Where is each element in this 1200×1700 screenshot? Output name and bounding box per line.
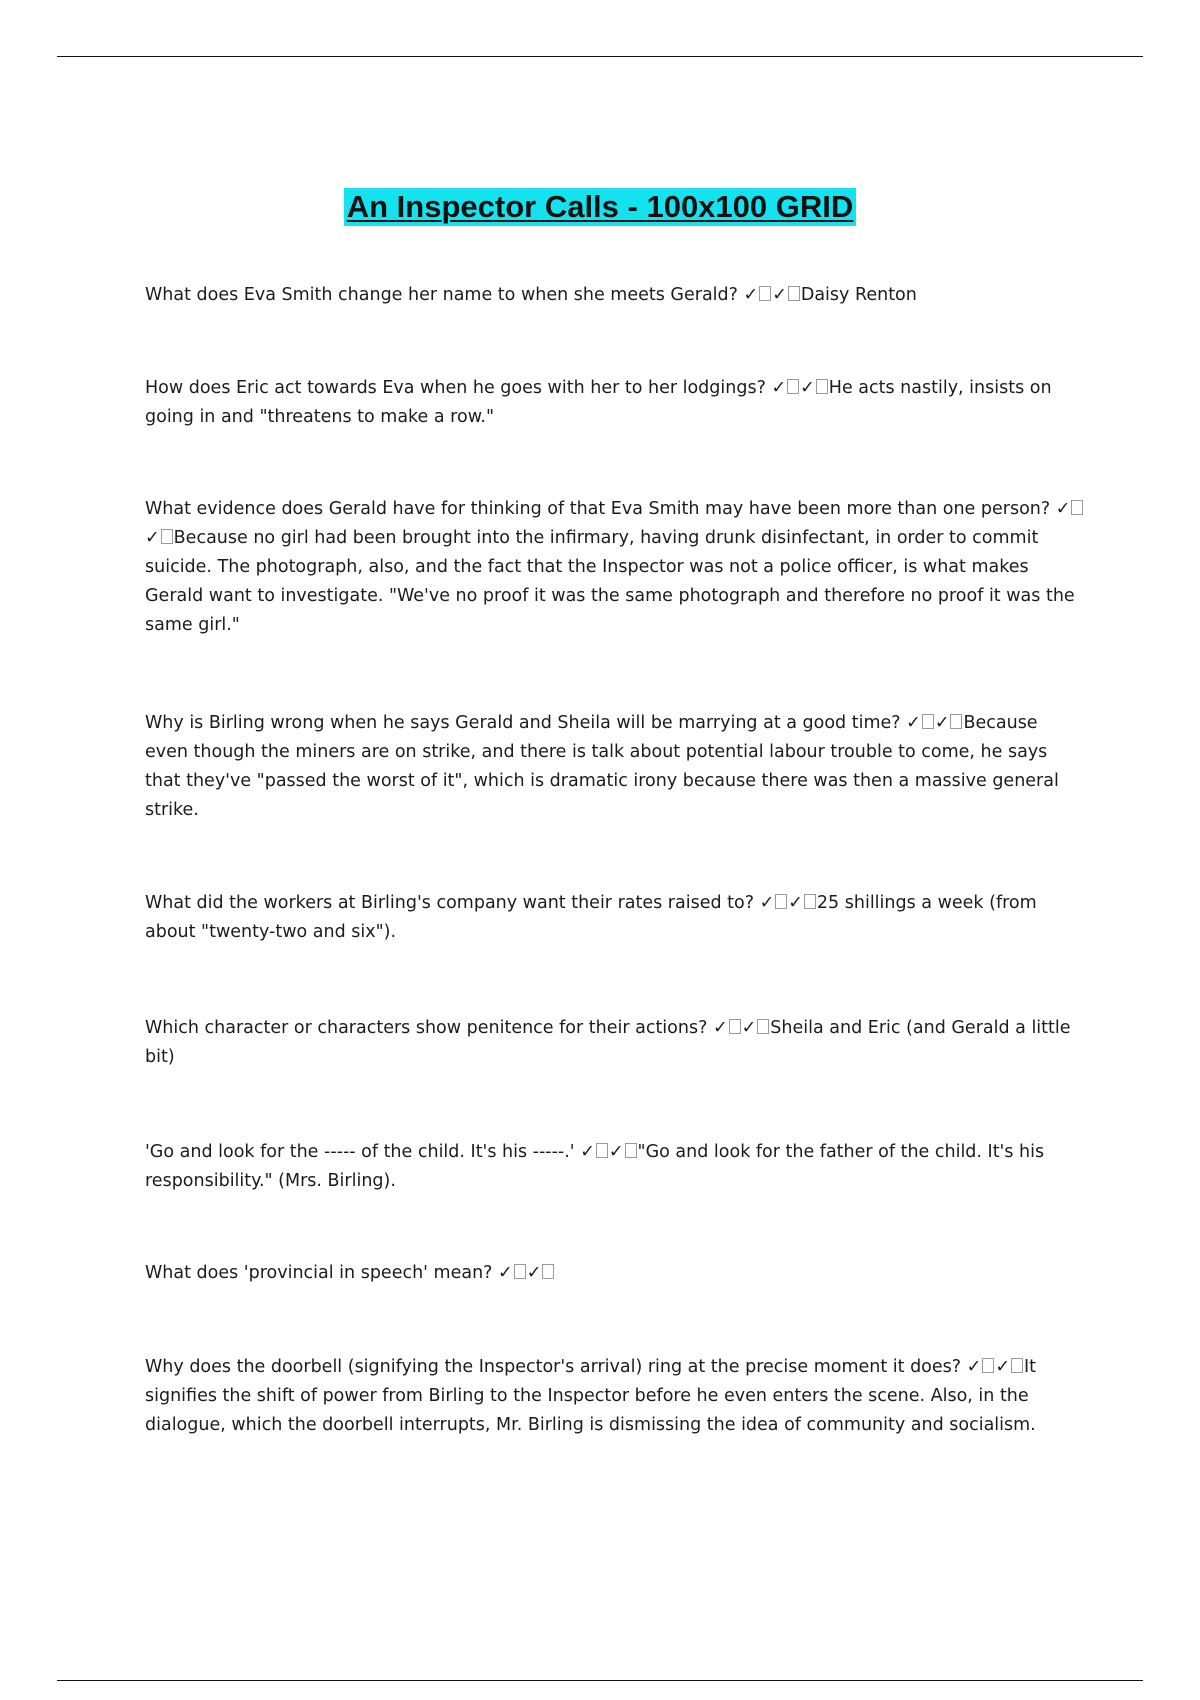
question-5: What did the workers at Birling's company want their rates raised to? <box>145 893 754 913</box>
empty-box-icon <box>542 1264 554 1279</box>
qa-item-1 <box>145 281 1085 310</box>
empty-box-icon <box>757 1019 769 1034</box>
qa-item-8 <box>145 1259 1085 1288</box>
answer-3: Because no girl had been brought into the infirmary, having drunk disinfectant, in order to commit suicide. The photograph, also, and the fact that the Inspector was not a police officer, is what makes Gerald want to investigate. "We've no proof it was the same photograph and therefore no proof it was the same girl." <box>145 528 1075 635</box>
check-mark-icon: ✓ ✓ <box>771 378 828 398</box>
question-3: What evidence does Gerald have for thinking of that Eva Smith may have been more than one person? <box>145 499 1051 519</box>
check-mark-icon: ✓ ✓ <box>967 1357 1024 1377</box>
answer-5: 25 shillings a week (from about "twenty-two and six"). <box>145 893 1037 942</box>
empty-box-icon <box>922 714 934 729</box>
footer-rule <box>57 1680 1143 1681</box>
empty-box-icon <box>759 286 771 301</box>
answer-6: Sheila and Eric (and Gerald a little bit) <box>145 1018 1071 1067</box>
answer-2: He acts nastily, insists on going in and "threatens to make a row." <box>145 378 1052 427</box>
check-mark-icon: ✓ ✓ <box>713 1018 770 1038</box>
check-mark-icon: ✓ ✓ <box>906 713 963 733</box>
question-6: Which character or characters show penitence for their actions? <box>145 1018 708 1038</box>
check-mark-icon: ✓ ✓ <box>580 1142 637 1162</box>
page-title: An Inspector Calls - 100x100 GRID <box>344 188 857 226</box>
empty-box-icon <box>1011 1358 1023 1373</box>
empty-box-icon <box>816 379 828 394</box>
empty-box-icon <box>1071 500 1083 515</box>
answer-7: "Go and look for the father of the child. It's his responsibility." (Mrs. Birling). <box>145 1142 1045 1191</box>
check-mark-icon: ✓ ✓ <box>760 893 817 913</box>
question-7: 'Go and look for the ----- of the child. It's his -----.' <box>145 1142 575 1162</box>
empty-box-icon <box>775 894 787 909</box>
check-mark-icon: ✓✓ <box>145 499 1084 548</box>
qa-item-7 <box>145 1138 1085 1196</box>
empty-box-icon <box>804 894 816 909</box>
qa-item-5 <box>145 889 1085 947</box>
question-4: Why is Birling wrong when he says Gerald and Sheila will be marrying at a good time? <box>145 713 901 733</box>
qa-item-3 <box>145 495 1085 640</box>
qa-item-4 <box>145 709 1085 825</box>
question-2: How does Eric act towards Eva when he goes with her to her lodgings? <box>145 378 766 398</box>
question-1: What does Eva Smith change her name to when she meets Gerald? <box>145 285 738 305</box>
answer-9: It signifies the shift of power from Birling to the Inspector before he even enters the scene. Also, in the dialogue, which the doorbell interrupts, Mr. Birling is dismissing the idea of community and socialism. <box>145 1357 1037 1435</box>
check-mark-icon: ✓ ✓ <box>744 285 801 305</box>
answer-4: Because even though the miners are on strike, and there is talk about potential labour trouble to come, he says that they've "passed the worst of it", which is dramatic irony because there was then a massive general strike. <box>145 713 1059 820</box>
empty-box-icon <box>729 1019 741 1034</box>
empty-box-icon <box>514 1264 526 1279</box>
empty-box-icon <box>950 714 962 729</box>
question-8: What does 'provincial in speech' mean? <box>145 1263 493 1283</box>
empty-box-icon <box>787 379 799 394</box>
empty-box-icon <box>596 1143 608 1158</box>
qa-item-6 <box>145 1014 1085 1072</box>
check-mark-icon: ✓ ✓ <box>498 1263 555 1283</box>
title-block <box>0 188 1200 226</box>
empty-box-icon <box>625 1143 637 1158</box>
qa-item-2 <box>145 374 1085 432</box>
header-rule <box>57 56 1143 57</box>
empty-box-icon <box>161 529 173 544</box>
question-9: Why does the doorbell (signifying the Inspector's arrival) ring at the precise moment it does? <box>145 1357 962 1377</box>
answer-1: Daisy Renton <box>800 285 917 305</box>
empty-box-icon <box>788 286 800 301</box>
qa-item-9 <box>145 1353 1085 1440</box>
empty-box-icon <box>982 1358 994 1373</box>
